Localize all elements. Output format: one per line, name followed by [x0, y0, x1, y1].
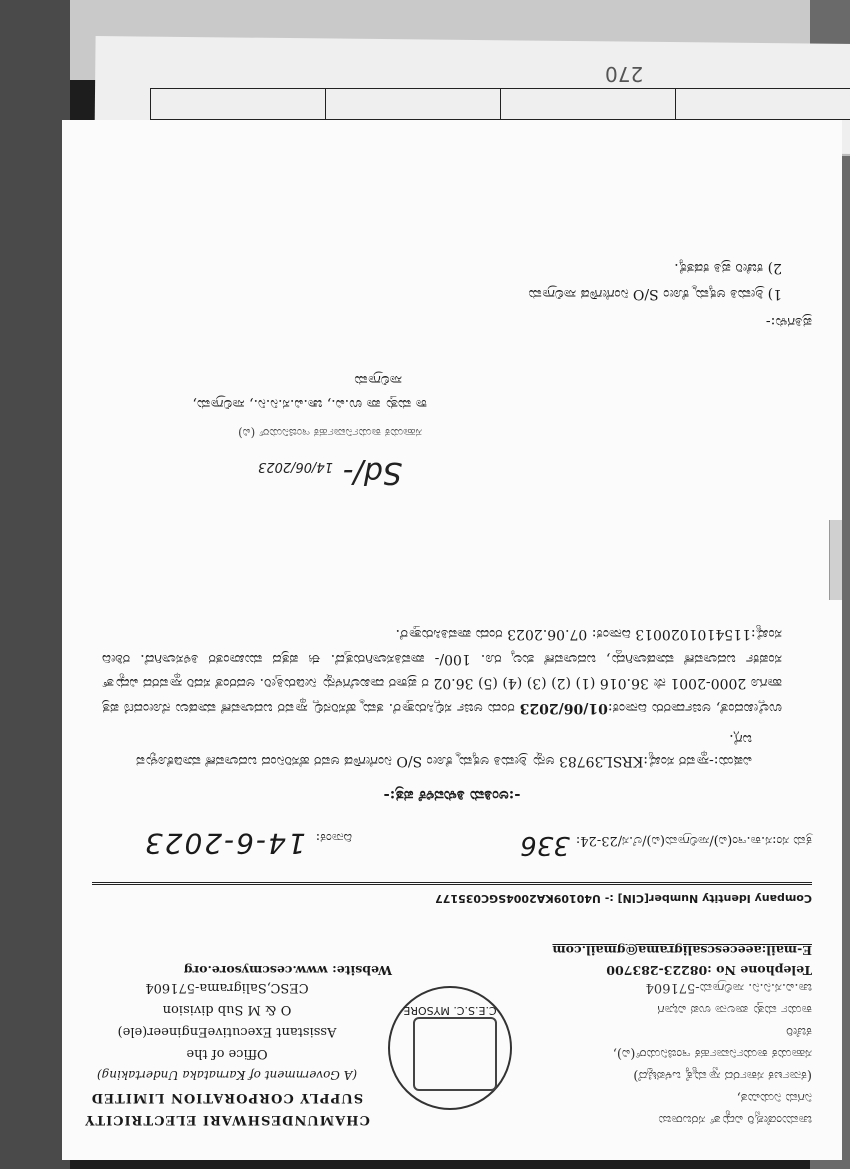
lh-line: (ಕರ್ನಾಟಕ ಸರ್ಕಾರದ ಸ್ವಾಮ್ಯಕ್ಕೆ ಒಳಪಟ್ಟಿದೆ) — [633, 1068, 812, 1083]
ref-number-handwritten: 336 — [520, 830, 570, 860]
notice-subject: ವಿಷಯ:-ಸ್ಥಾವರ ಸಂಖ್ಯೆ:KRSL39783 ಅನ್ನು ಶ್ರೀಮತಿ ಅಕ್ಕಮ್ಮ ಕೋಂ S/O ನಿಂಗೇಗೌಡ ಅವರ ಹೆಸರಿನಿಂದ ಬದಲಾವಣೆ ಮಾಡಿಕೊಳ್ಳುವ ಬಗ್ಗೆ. — [136, 731, 752, 769]
header-rule — [92, 882, 812, 885]
rotated-letter — [62, 120, 842, 1160]
notice-title: -:ಅಂತಿಮ ತಿಳುವಳಿಕೆ ಪತ್ರ:- — [383, 787, 521, 805]
contact-block — [92, 940, 812, 980]
office-line: O & M Sub division — [162, 1002, 292, 1017]
ref-date-handwritten: 14-6-2023 — [142, 827, 306, 860]
reference-line — [92, 828, 812, 868]
body-part: ಉಲ್ಲೇಖದಂತೆ, ಅರ್ಜಿದಾರರು ದಿನಾಂಕ: — [607, 700, 782, 716]
document-page — [62, 120, 842, 1160]
telephone: Telephone No :08223-283700 — [606, 963, 812, 978]
org-name-line2: SUPPLY CORPORATION LIMITED — [90, 1090, 364, 1105]
copies-label: ಪ್ರತಿಗಳು:- — [765, 314, 812, 330]
email-link[interactable]: E-mail:aeecescsaligrama@gmail.com — [552, 943, 812, 958]
org-subtitle: (A Government of Karnataka Undertaking) — [96, 1068, 358, 1082]
notice-body — [102, 622, 782, 720]
cesc-logo — [388, 986, 512, 1110]
logo-text: C.E.S.C. MYSORE — [403, 1004, 497, 1018]
scanner-backdrop-left — [0, 0, 70, 1169]
ref-date-label: ದಿನಾಂಕ: — [315, 830, 352, 845]
website-link[interactable]: Website: www.cescmysore.org — [183, 963, 392, 978]
back-sheet-handwriting: 270 — [605, 62, 644, 86]
signature-handwritten: Sd/- — [342, 455, 402, 490]
body-date: 01/06/2023 — [519, 700, 608, 716]
back-sheet-table — [150, 88, 850, 120]
signature-designation: ಕಾ ಮತ್ತು ಪಾ ಉ.ವಿ., ಚಾ.ವಿ.ಸ.ನಿ.ನಿ., ಸಾಲಿಗ್ರಾಮ, — [192, 396, 427, 412]
copy-item: 2) ಕಚೇರಿ ಪ್ರತಿ ಕಡತಕ್ಕೆ. — [674, 260, 782, 276]
lh-line: ಚಾಮುಂಡೇಶ್ವರಿ ವಿದ್ಯುತ್ ಸರಬರಾಜು — [658, 1112, 812, 1127]
reference-number — [520, 830, 812, 860]
binder-clip — [829, 520, 842, 600]
office-line: Assistant ExecutiveEngineer(ele) — [117, 1024, 337, 1039]
lh-line: ಕಾರ್ಯ ಮತ್ತು ಪಾಲನಾ ಉಪ ವಿಭಾಗ — [657, 1002, 812, 1017]
office-line: Office of the — [186, 1046, 268, 1061]
letterhead-kannada — [552, 976, 812, 1130]
letterhead-english — [82, 976, 372, 1130]
body-part: ರಂದು ಅರ್ಜಿ ಸಲ್ಲಿಸಿರುತ್ತಾರೆ. ತಮ್ಮ ಹೆಸರಿನಲ್ಲಿ ಸ್ಥಾವರ ಬದಲಾವಣೆ ಮಾಡಲು ನೋಂದಣಿ ಪತ್ರ ಹಾಗೂ 2000-2001 ನೇ 36.016 (1) (2) (3) (4) (5) 36.02 ರ ಪ್ರಕಾರ ದಾಖಲೆಗಳನ್ನು ನೀಡಿರುತ್ತೀರಿ. ಅದರಂತೆ ಸದರಿ ಸ್ಥಾವರದ ವಿದ್ಯುತ್ ಸಂಪರ್ಕ ಬದಲಾವಣೆ ಮಾಡಲಾಗಿದ್ದು, ಬದಲಾವಣೆ ಶುಲ್ಕ ರೂ. 100/- ಪಾವತಿಸಲಾಗಿರುತ್ತದೆ. ಈ ಪತ್ರದ ಮುಖಾಂತರ ತಿಳಿಸಲಾಗಿದೆ. ರಶೀದಿ ಸಂಖ್ಯೆ:1154101020013 ದಿನಾಂಕ: 07.06.2023 ರಂದು ಪಾವತಿಸಿರುತ್ತಾರೆ. — [102, 626, 782, 716]
lh-line: ಕಚೇರಿ — [786, 1024, 812, 1039]
signature — [258, 455, 402, 490]
org-name-line1: CHAMUNDESHWARI ELECTRICITY — [84, 1112, 370, 1127]
cin-number: Company Identity Number[CIN] :- U40109KA2004SGC035177 — [435, 892, 812, 905]
signature-stamp: ಸಹಾಯಕ ಕಾರ್ಯನಿರ್ವಾಹಕ ಇಂಜಿನಿಯರ್ (ವಿ) — [238, 426, 422, 440]
signature-date: 14/06/2023 — [258, 459, 333, 474]
lh-line: ಚಾ.ವಿ.ಸ.ನಿ.ನಿ. ಸಾಲಿಗ್ರಾಮ-571604 — [645, 980, 812, 995]
letterhead — [84, 830, 812, 1130]
logo-emblem-icon — [413, 1018, 497, 1092]
lh-line: ನಿಗಮ ನಿಯಮಿತ, — [736, 1090, 812, 1105]
copy-item: 1) ಶ್ರೀಮತಿ ಅಕ್ಕಮ್ಮ ಕೋಂ S/O ನಿಂಗೇಗೌಡ ಸಾಲಿಗ್ರಾಮ — [528, 286, 782, 302]
ref-number-label: ಕ್ರಮ ಸಂ:ಸ.ಕಾ.ಇಂ(ವಿ)/ಸಾಲಿಗ್ರಾಮ(ವಿ)/ಲೆ.ಸ/23-24: — [575, 833, 812, 848]
office-line: CESC,Saligrama-571604 — [145, 980, 309, 995]
lh-line: ಸಹಾಯಕ ಕಾರ್ಯನಿರ್ವಾಹಕ ಇಂಜಿನಿಯರ್(ವಿ), — [612, 1046, 812, 1061]
reference-date — [143, 827, 352, 860]
signature-place: ಸಾಲಿಗ್ರಾಮ — [354, 372, 402, 388]
